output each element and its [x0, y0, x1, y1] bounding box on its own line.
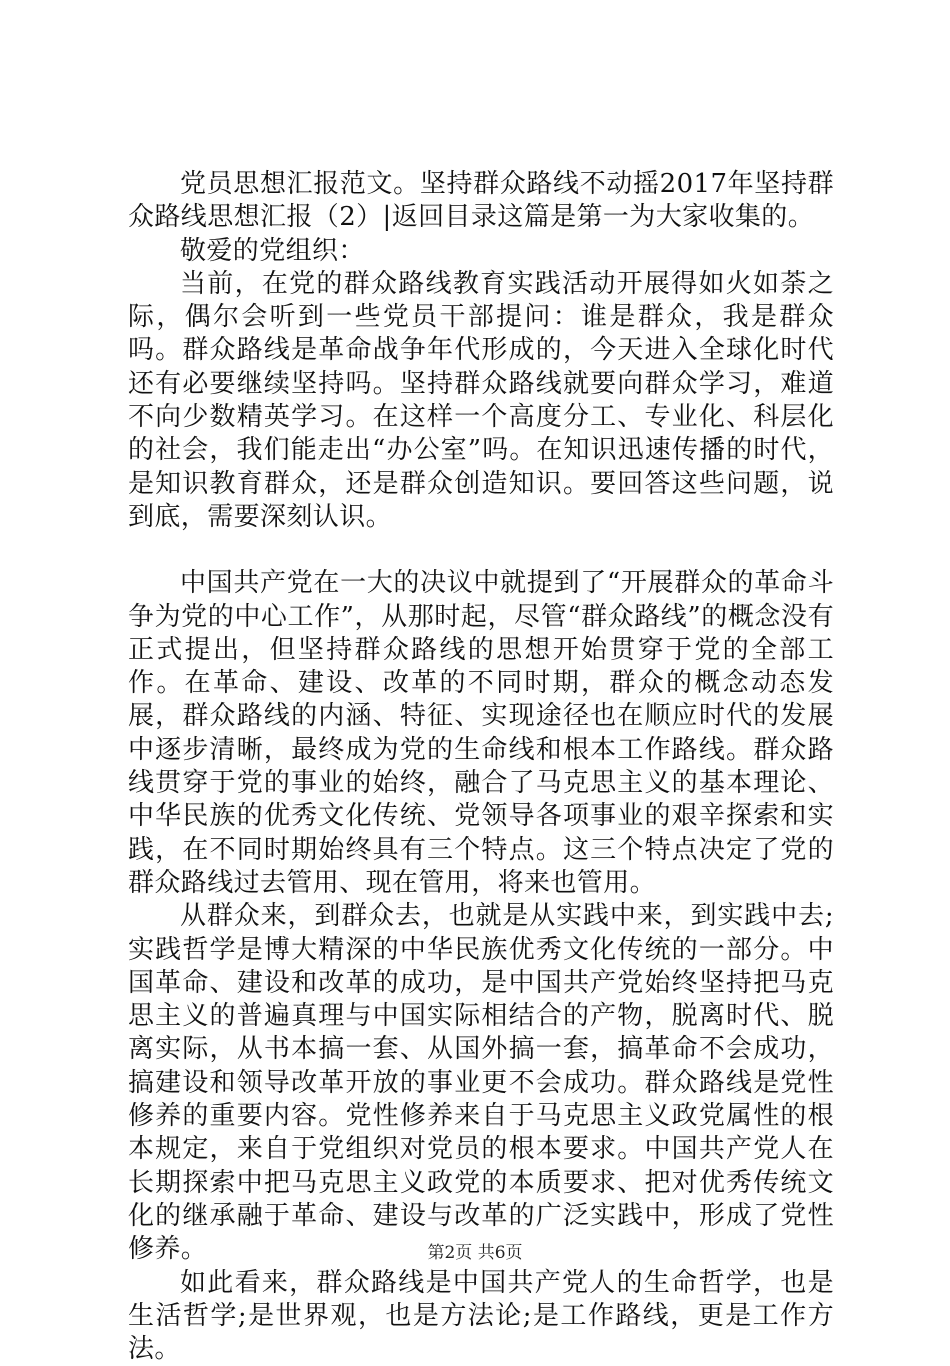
paragraph-body-3: 从群众来，到群众去，也就是从实践中来，到实践中去;实践哲学是博大精深的中华民族优秀文化传统的一部分。中国革命、建设和改革的成功，是中国共产党始终坚持把马克思主义的普遍真理与中国实际相结合的产物，脱离时代、脱离实际，从书本搞一套、从国外搞一套，搞革命不会成功，搞建设和领导改革开放的事业更不会成功。群众路线是党性修养的重要内容。党性修养来自于马克思主义政党属性的根本规定，来自于党组织对党员的根本要求。中国共产党人在长期探索中把马克思主义政党的本质要求、把对优秀传统文化的继承融于革命、建设与改革的广泛实践中，形成了党性修养。	[128, 900, 834, 1266]
paragraph-body-1: 当前，在党的群众路线教育实践活动开展得如火如荼之际，偶尔会听到一些党员干部提问：谁是群众，我是群众吗。群众路线是革命战争年代形成的，今天进入全球化时代还有必要继续坚持吗。坚持群众路线就要向群众学习，难道不向少数精英学习。在这样一个高度分工、专业化、科层化的社会，我们能走出“办公室”吗。在知识迅速传播的时代，是知识教育群众，还是群众创造知识。要回答这些问题，说到底，需要深刻认识。	[128, 268, 834, 534]
paragraph-body-2: 中国共产党在一大的决议中就提到了“开展群众的革命斗争为党的中心工作”，从那时起，尽管“群众路线”的概念没有正式提出，但坚持群众路线的思想开始贯穿于党的全部工作。在革命、建设、改革的不同时期，群众的概念动态发展，群众路线的内涵、特征、实现途径也在顺应时代的发展中逐步清晰，最终成为党的生命线和根本工作路线。群众路线贯穿于党的事业的始终，融合了马克思主义的基本理论、中华民族的优秀文化传统、党领导各项事业的艰辛探索和实践，在不同时期始终具有三个特点。这三个特点决定了党的群众路线过去管用、现在管用，将来也管用。	[128, 567, 834, 900]
page-number-footer: 第2页 共6页	[0, 1242, 950, 1264]
paragraph-intro: 党员思想汇报范文。坚持群众路线不动摇2017年坚持群众路线思想汇报（2）|返回目录这篇是第一为大家收集的。	[128, 168, 834, 235]
paragraph-salutation: 敬爱的党组织：	[128, 235, 834, 268]
document-body	[128, 168, 834, 1366]
paragraph-body-4: 如此看来，群众路线是中国共产党人的生命哲学，也是生活哲学;是世界观，也是方法论;是工作路线，更是工作方法。	[128, 1267, 834, 1366]
